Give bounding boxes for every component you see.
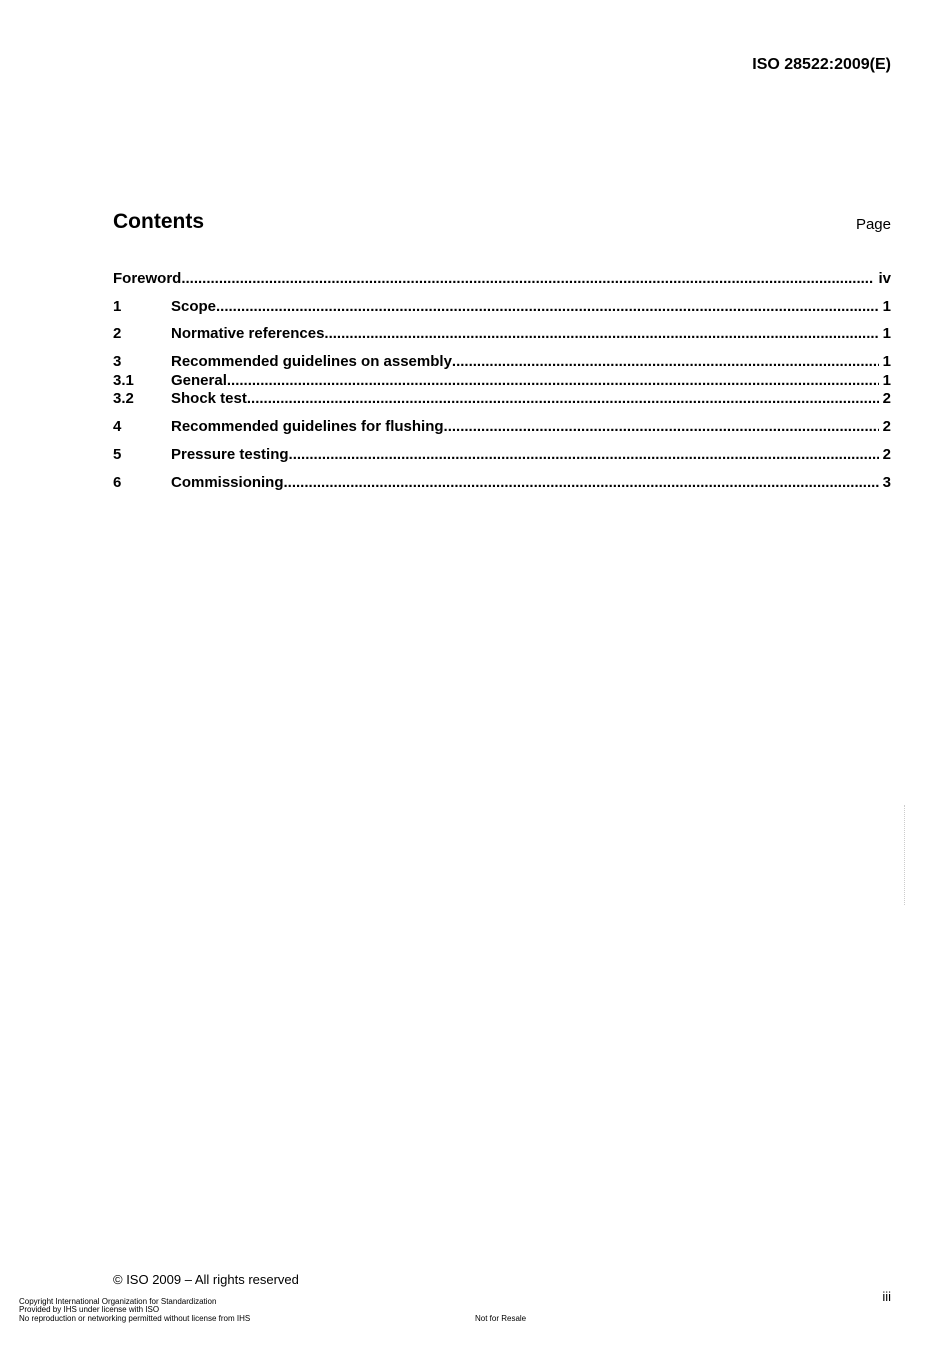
- copyright-notice: © ISO 2009 – All rights reserved: [113, 1272, 299, 1287]
- toc-entry[interactable]: [113, 474, 891, 492]
- document-id: ISO 28522:2009(E): [752, 56, 891, 73]
- leader-dots: [444, 418, 879, 436]
- toc-page: 3: [882, 474, 891, 491]
- not-for-resale: Not for Resale: [475, 1314, 527, 1323]
- toc-entry[interactable]: [113, 446, 891, 464]
- toc-number: 3.1: [113, 372, 134, 389]
- toc-entry[interactable]: [113, 270, 891, 288]
- toc-entry[interactable]: [113, 353, 891, 371]
- toc-title: Normative references: [171, 325, 325, 342]
- toc-page: iv: [878, 270, 891, 287]
- page-column-label: Page: [855, 216, 891, 233]
- toc-entry[interactable]: [113, 298, 891, 316]
- toc-title: Foreword: [113, 270, 182, 287]
- toc-page: 1: [882, 353, 891, 370]
- leader-dots: [324, 325, 878, 343]
- toc-entry[interactable]: [113, 372, 891, 390]
- toc-title: Commissioning: [171, 474, 284, 491]
- toc-number: 5: [113, 446, 122, 463]
- toc-number: 6: [113, 474, 122, 491]
- leader-dots: [247, 390, 879, 408]
- toc-page: 1: [882, 372, 891, 389]
- toc-entry[interactable]: [113, 390, 891, 408]
- toc-page: 2: [882, 390, 891, 407]
- toc-title: General: [171, 372, 227, 389]
- leader-dots: [452, 353, 879, 371]
- toc-number: 1: [113, 298, 122, 315]
- toc-title: Recommended guidelines on assembly: [171, 353, 452, 370]
- license-line: No reproduction or networking permitted without license from IHS: [19, 1314, 251, 1323]
- contents-title: Contents: [113, 210, 204, 233]
- toc-entry[interactable]: [113, 418, 891, 436]
- toc-page: 2: [882, 446, 891, 463]
- toc-title: Pressure testing: [171, 446, 289, 463]
- toc-number: 3.2: [113, 390, 134, 407]
- toc-page: 1: [882, 298, 891, 315]
- toc-page: 2: [882, 418, 891, 435]
- toc-number: 3: [113, 353, 122, 370]
- toc-title: Recommended guidelines for flushing: [171, 418, 444, 435]
- license-line: Copyright International Organization for Standardization: [19, 1297, 217, 1306]
- page-number: iii: [882, 1289, 891, 1304]
- leader-dots: [216, 298, 879, 316]
- leader-dots: [289, 446, 879, 464]
- leader-dots: [227, 372, 879, 390]
- leader-dots: [181, 270, 874, 288]
- license-line: Provided by IHS under license with ISO: [19, 1305, 160, 1314]
- toc-title: Scope: [171, 298, 217, 315]
- toc-page: 1: [882, 325, 891, 342]
- toc-entry[interactable]: [113, 325, 891, 343]
- side-watermark: [904, 805, 907, 905]
- toc-number: 2: [113, 325, 122, 342]
- leader-dots: [284, 474, 879, 492]
- toc-number: 4: [113, 418, 122, 435]
- toc-title: Shock test: [171, 390, 247, 407]
